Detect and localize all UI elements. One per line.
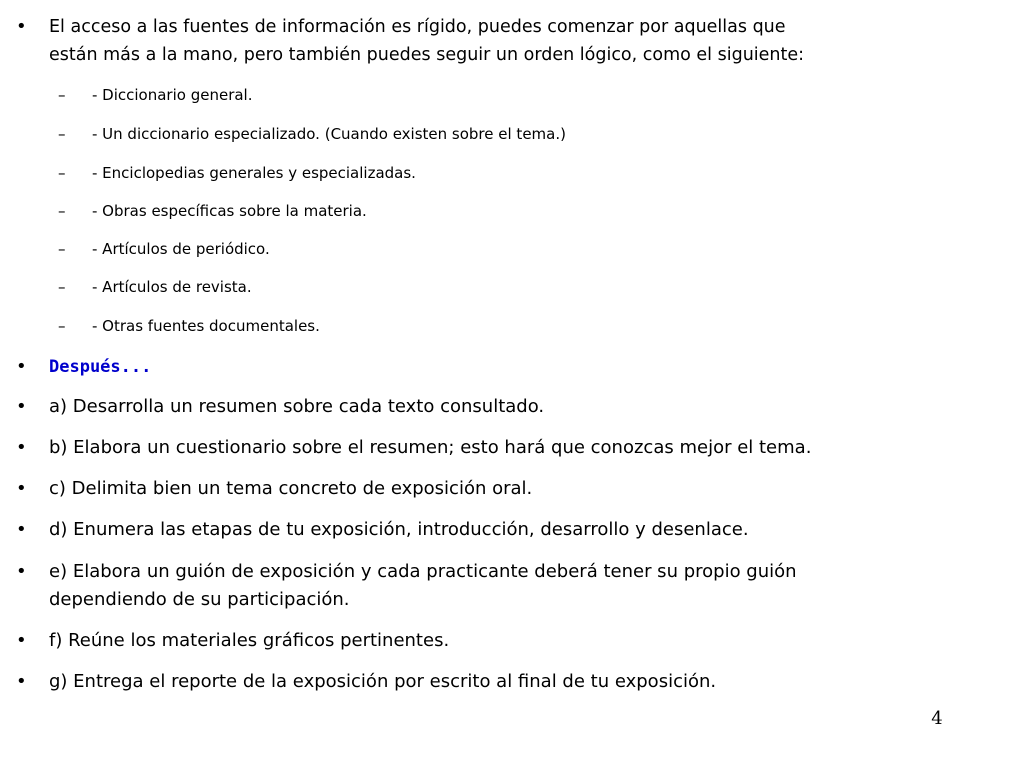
dash-marker: – [58,164,66,182]
dash-marker: – [58,317,66,335]
bullet-marker: • [16,478,27,499]
source-item-text: - Otras fuentes documentales. [92,317,320,335]
bullet-marker: • [16,671,27,692]
bullet-marker: • [16,356,27,377]
bullet-marker: • [16,561,27,582]
step-b-text: b) Elabora un cuestionario sobre el resumen; esto hará que conozcas mejor el tema. [49,437,812,458]
source-item-text: - Enciclopedias generales y especializadas. [92,164,416,182]
source-item-text: - Diccionario general. [92,86,253,104]
step-e-text-line-1: e) Elabora un guión de exposición y cada practicante deberá tener su propio guión [49,561,797,582]
step-c-text: c) Delimita bien un tema concreto de exposición oral. [49,478,533,499]
bullet-marker: • [16,630,27,651]
dash-marker: – [58,202,66,220]
dash-marker: – [58,278,66,296]
intro-text-line-1: El acceso a las fuentes de información es rígido, puedes comenzar por aquellas que [49,17,786,37]
bullet-marker: • [16,519,27,540]
bullet-marker: • [16,396,27,417]
bullet-marker: • [16,16,27,37]
after-heading: Después... [49,357,152,377]
dash-marker: – [58,86,66,104]
source-item-text: - Obras específicas sobre la materia. [92,202,367,220]
step-f-text: f) Reúne los materiales gráficos pertinentes. [49,630,450,651]
source-item-text: - Un diccionario especializado. (Cuando existen sobre el tema.) [92,125,566,143]
step-d-text: d) Enumera las etapas de tu exposición, introducción, desarrollo y desenlace. [49,519,749,540]
step-e-text-line-2: dependiendo de su participación. [49,589,350,610]
step-a-text: a) Desarrolla un resumen sobre cada texto consultado. [49,396,545,417]
step-g-text: g) Entrega el reporte de la exposición por escrito al final de tu exposición. [49,671,717,692]
dash-marker: – [58,240,66,258]
dash-marker: – [58,125,66,143]
intro-text-line-2: están más a la mano, pero también puedes seguir un orden lógico, como el siguiente: [49,45,805,65]
source-item-text: - Artículos de revista. [92,278,252,296]
bullet-marker: • [16,437,27,458]
source-item-text: - Artículos de periódico. [92,240,270,258]
page-number: 4 [931,708,943,729]
